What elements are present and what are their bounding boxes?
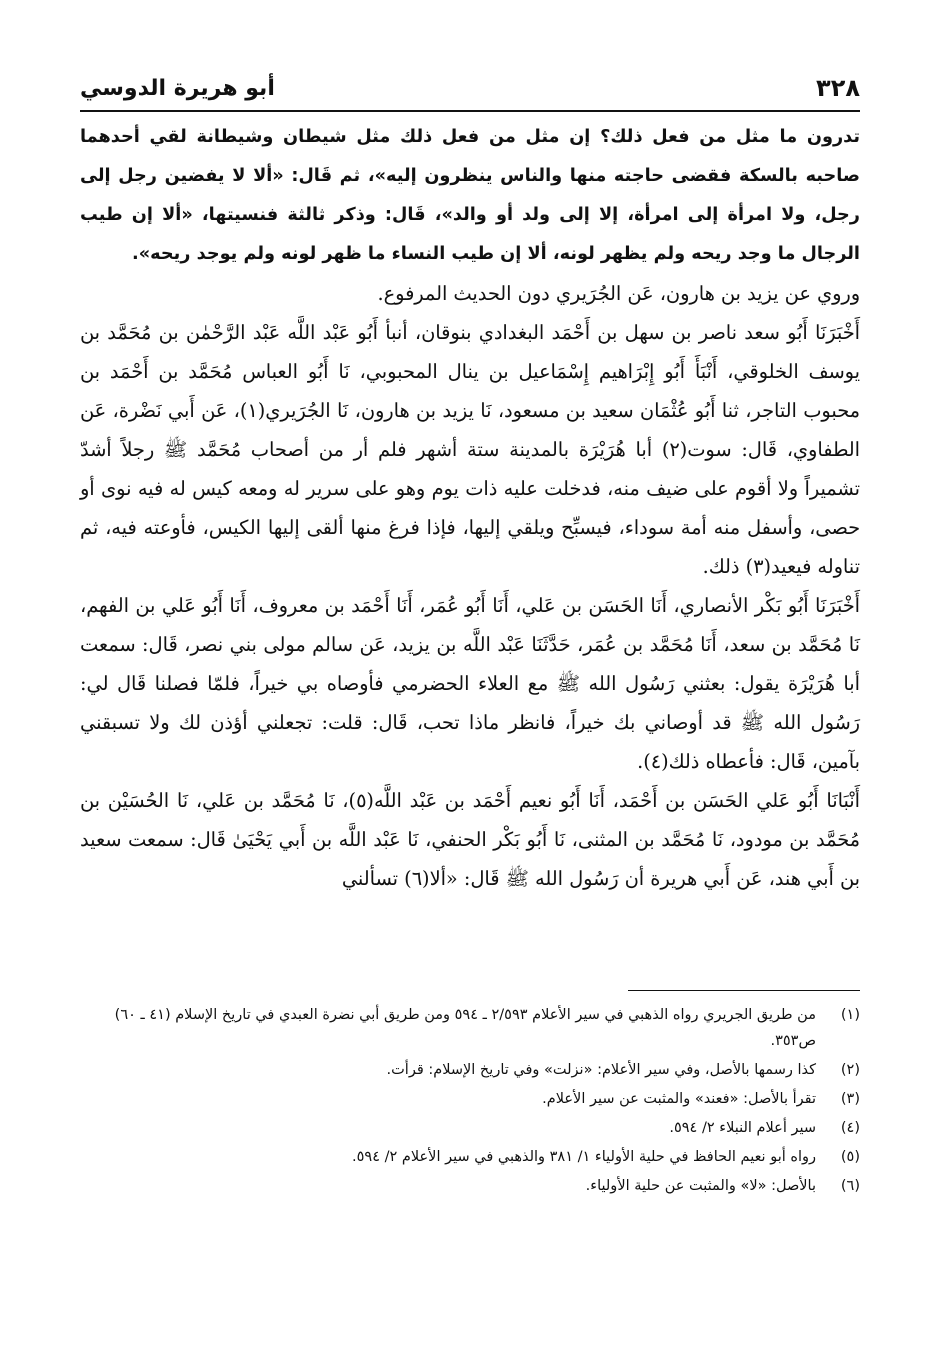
page-header [80,66,860,112]
footnote-text: رواه أبو نعيم الحافظ في حلية الأولياء ١/ ٣٨١ والذهبي في سير الأعلام ٢/ ٥٩٤. [352,1149,816,1165]
isnad-paragraph-2: أَخْبَرَنَا أَبُو بَكْر الأنصاري، أَنَا الحَسَن بن عَلي، أَنَا أَبُو عُمَر، أَنَا أَحْمَد بن معروف، أَنَا أَبُو عَلي بن الفهم، نَا مُحَمَّد بن سعد، أَنَا مُحَمَّد بن عُمَر، حَدَّثَنَا عَبْد اللَّه بن يزيد، عَن سالم مولى بني نصر، قَال: سمعت أبا هُرَيْرَة يقول: بعثني رَسُول الله ﷺ مع العلاء الحضرمي فأوصاه بي خيراً، فلمّا فصلنا قَال لي: رَسُول الله ﷺ قد أوصاني بك خيراً، فانظر ماذا تحب، قَال: قلت: تجعلني أؤذن لك ولا تسبقني بآمين، قَال: فأعطاه ذلك(٤). [80,594,860,773]
footnote-text: سير أعلام النبلاء ٢/ ٥٩٤. [669,1120,816,1136]
footnote [80,1002,860,1054]
footnote [80,1086,860,1112]
footnote-text: من طريق الجريري رواه الذهبي في سير الأعلام ٢/٥٩٣ ـ ٥٩٤ ومن طريق أبي نضرة العبدي في تاريخ الإسلام (٤١ ـ ٦٠) ص٣٥٣. [114,1007,816,1049]
narration-note-paragraph: وروي عن يزيد بن هارون، عَن الجُرَيري دون الحديث المرفوع. [377,282,860,305]
footnote-text: بالأصل: «لا» والمثبت عن حلية الأولياء. [585,1178,816,1194]
footnote-number: (٣) [840,1091,860,1107]
footnote [80,1144,860,1170]
footnote [80,1173,860,1199]
footnote [80,1115,860,1141]
hadith-text-paragraph: تدرون ما مثل من فعل ذلك؟ إن مثل من فعل ذلك مثل شيطان وشيطانة لقي أحدهما صاحبه بالسكة فقضى حاجته منها والناس ينظرون إليه»، ثم قَال: «ألا لا يفضين رجل إلى رجل، ولا امرأة إلى امرأة، إلا إلى ولد أو والد»، قَال: وذكر ثالثة فنسيتها، «ألا إن طيب الرجال ما وجد ريحه ولم يظهر لونه، ألا إن طيب النساء ما ظهر لونه ولم يوجد ريحه». [80,127,860,264]
footnote-number: (٤) [840,1120,860,1136]
isnad-paragraph-3: أَنْبَانَا أَبُو عَلي الحَسَن بن أَحْمَد، أَنَا أَبُو نعيم أَحْمَد بن عَبْد اللَّه(٥)، نَا مُحَمَّد بن عَلي، نَا الحُسَيْن بن مُحَمَّد بن مودود، نَا مُحَمَّد بن المثنى، نَا أَبُو بَكْر الحنفي، نَا عَبْد اللَّه بن أَبي يَحْيَىٰ قَال: سمعت سعيد بن أَبي هند، عَن أَبي هريرة أن رَسُول الله ﷺ قَال: «ألا(٦) تسألني [80,789,860,890]
main-text [80,118,860,898]
isnad-paragraph-1: أَخْبَرَنَا أَبُو سعد ناصر بن سهل بن أَحْمَد البغدادي بنوقان، أنبأ أَبُو عَبْد اللَّه عَبْد الرَّحْمٰن بن مُحَمَّد بن يوسف الخلوقي، أَنْبَأَ أَبُو إِبْرَاهيم إِسْمَاعيل بن ينال المحبوبي، نَا أَبُو العباس مُحَمَّد بن أَحْمَد بن محبوب التاجر، ثنا أَبُو عُثْمَان سعيد بن مسعود، نَا يزيد بن هارون، نَا الجُرَيري(١)، عَن أَبي نَضْرة، عَن الطفاوي، قَال: سوت(٢) أبا هُرَيْرَة بالمدينة ستة أشهر فلم أر من أصحاب مُحَمَّد ﷺ رجلاً أشدّ تشميراً ولا أقوم على ضيف منه، فدخلت عليه ذات يوم وهو على سرير له ومعه كيس له فيه نوى أو حصى، وأسفل منه أمة سوداء، فيسبِّح ويلقي إليها، فإذا فرغ منها ألقى إليها الكيس، فأوعته فيه، ثم تناوله فيعيد(٣) ذلك. [80,321,860,578]
footnote-number: (٢) [840,1062,860,1078]
footnote-number: (٦) [840,1178,860,1194]
page-number: ٣٢٨ [816,74,860,102]
footnotes [80,1002,860,1202]
footnote-separator [628,990,860,991]
footnote-number: (٥) [840,1149,860,1165]
footnote [80,1057,860,1083]
running-title: أبو هريرة الدوسي [80,75,275,101]
footnote-number: (١) [840,1007,860,1023]
footnote-text: كذا رسمها بالأصل، وفي سير الأعلام: «نزلت» وفي تاريخ الإسلام: قرأت. [386,1062,816,1078]
footnote-text: تقرأ بالأصل: «فعند» والمثبت عن سير الأعلام. [542,1091,816,1107]
